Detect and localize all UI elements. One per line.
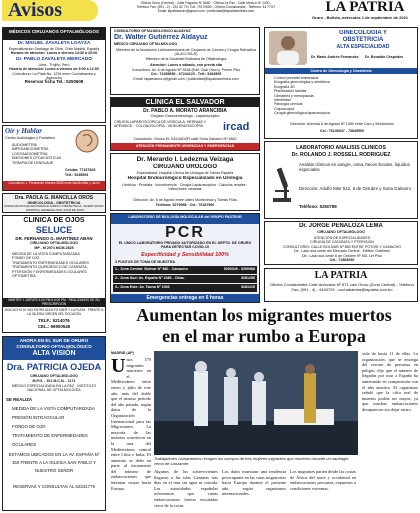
section-title: Avisos	[2, 0, 98, 21]
ad-title: Dra. PAOLA G. MANCILLA OROS	[14, 195, 94, 201]
brand: PCR	[165, 225, 205, 240]
list-item: • Ecografía ginecológica y obstétrica	[274, 80, 417, 84]
ad-body: Análisis clínicos en sangre, orina, heces fecales, líquidos especiales	[299, 162, 410, 173]
phone: Teléfono: 5279958 · Cel.: 76187960	[155, 203, 215, 207]
ad-gyn-obstetrics	[264, 27, 418, 139]
list-item: • TRATAMIENTO DE ENFERMEDADES OCULARES	[12, 431, 105, 448]
points-title: 3 PUNTOS DE TOMA DE MUESTRA	[115, 260, 176, 264]
title-line: AHORA EN EL SUR DE ORURO	[19, 338, 89, 343]
hours: Horario de atención: Lunes a viernes de 9:00 a 12:00	[9, 67, 99, 72]
microscope-icon	[269, 164, 295, 204]
ad-title: LABORATORIO ANÁLISIS CLÍNICOS	[296, 145, 386, 151]
ad-body	[114, 48, 258, 94]
doctor-name: Dr. ROLANDO J. ROSSELL RODRÍGUEZ	[291, 152, 391, 158]
list-item: • FONDO DE OJO	[12, 256, 103, 260]
sampling-point	[113, 275, 257, 283]
article-column: Los datos muestran una tendencia preocupante en las rutas migratorias hacia Europa durante el presente año, según organismos internacionales.	[222, 469, 286, 497]
doctor-name: Dr. MIGUEL ZAVALETA LOAYZA	[17, 41, 91, 46]
point-label: 3.- Zona Este: Av. Tacna Nº 1066	[115, 285, 170, 289]
ad-alta-vision	[2, 336, 106, 511]
brand: ircad	[223, 121, 250, 133]
doctor-spec: Especialidad: Hospital Clínica de Urología de Toledo España	[136, 171, 234, 175]
service-list	[5, 143, 71, 169]
centre-name: Centro de Ginecología y Obstetricia	[265, 68, 417, 74]
cell: Celular: 77197829	[65, 168, 96, 172]
ad-subtitle: Centro Audiológico y Foniátrico	[5, 136, 55, 140]
address: AYACUCHO Nº 453 ENTRE ADOLFO MIER Y LA PLATA · FRENTE A LA IGLESIA VIRGEN DEL SOCAVÓN	[4, 308, 104, 317]
ad-body: CIRUGÍA LAPAROSCÓPICA DE VESÍCULA, HERNIAS Y APÉNDICE · COLONOSCOPÍA · VIDEOENDOSCOPÍA	[114, 120, 207, 129]
doctor-reg: MP - M 2974 MCM-2825	[34, 246, 74, 250]
photo-caption: Trabajadores humanitarios recogen los cuerpos de tres mujeres migrantes que murieron durante un naufragio cerca de Lanzarote.	[154, 456, 349, 466]
ad-lab-analisis	[264, 141, 418, 219]
address: Consultorio: Av. 6 de Agosto Nº 5538 (Edif. Club Oruro). Primer Piso	[131, 67, 241, 72]
phone: TELF.: 5214076	[38, 318, 70, 323]
ad-header: CONSULTORIO OFTALMOLÓGICO ALDAYUZ	[114, 29, 191, 33]
email: Email: lapatriaoruro@gmail.com / publicidad@lapatriaenlinea.com	[133, 77, 239, 82]
hospital-name: Hospital Endourológico Especializado en Urología	[127, 176, 243, 181]
ad-clinica-salvador	[110, 97, 260, 151]
service-list	[267, 76, 417, 120]
article-headline	[110, 305, 418, 349]
emergency: ATENCIÓN PERMANENTE URGENCIAS Y EMERGENCIAS	[111, 143, 259, 150]
article-column: vida de hasta 11 de ellas. La organización, que se encarga del rescate de personas en peligro, dijo que el número de llegadas por mar a España ha aumentado en comparación con el año anterior. El organismo señaló que la cifra real de muertes podría ser mayor, ya que muchas embarcaciones desaparecen sin dejar rastro.	[362, 351, 418, 412]
article	[110, 305, 420, 513]
paragraph: nos 379 migrantes murieron en el Mediterráneo entre enero y julio de este año, más del doble que el mismo periodo del año pasado, según datos de la Organización Internacional para las Migraciones. La mayoría de las muertes ocurrieron en la ruta del Mediterráneo central entre Libia e Italia. El aumento se debe en parte al incremento del número de embarcaciones que intentan cruzar hacia Europa.	[111, 357, 151, 491]
list-item: • Infertilidad	[274, 98, 417, 102]
ad-body: ESPECIALISTA EN ECOGRAFÍA GINECO OBSTÉTRICA, INFERTILIDAD · HOSPITAL GENERAL SAN JUAN DE DIOS	[4, 205, 104, 212]
doctor-photo	[269, 31, 307, 65]
sampling-points	[113, 266, 257, 292]
title-line: ALTA ESPECIALIDAD	[336, 44, 390, 50]
ad-zavaleta	[2, 27, 106, 123]
doctor-role: Cirujano Gastroenterólogo - Laparoscópico	[150, 114, 220, 118]
doctor-name: Dr. Merardo I. Ledezma Veizaga	[136, 156, 234, 163]
phone: Reservar ficha Tel.: 5250608	[24, 79, 84, 85]
list-item: • TRATAMIENTO QUIRÚRGICO DE CATARATA, PTERIGIÓN Y ENFERMEDADES OCULARES	[12, 265, 103, 274]
address: Dirección: Avenida 6 de Agosto Nº 1080 entre Caro y Montecinos	[290, 122, 394, 126]
ad-title: MÉDICOS CIRUJANOS OFTALMÓLOGOS	[3, 28, 105, 40]
doctor-name: Dr. PABLO A. MORATO ARANCIBIA	[143, 108, 227, 114]
doctor-role: CIRUJANO OFTALMÓLOGO	[317, 230, 365, 234]
address: ESTAMOS UBICADOS EN LA AV. ESPAÑA Nº 150 FRENTE A LA IGLESIA SAN PABLO Y NUESTRO SEÑOR	[8, 452, 100, 473]
office-line: Oficina Oruro (Central) - Calle Pagador Nº 6660 · Oficina La Paz - Calle Mexico Nº 1430 -	[140, 1, 272, 5]
article-column: Los migrantes parten desde las costas de África del norte y occidental en embarcaciones precarias, expuestos a condiciones extremas.	[290, 469, 356, 491]
ad-title: Oír y Hablar	[5, 127, 42, 135]
phone: Cel.: 76136547 - 73849590	[320, 129, 364, 133]
list-item: • TERAPIA DE LENGUAJE	[12, 161, 71, 165]
hours: Horario de atención: Lunes a viernes 14:30 a 20:00	[10, 51, 98, 56]
ad-title: CLÍNICA DE OJOS	[23, 217, 85, 224]
doctor-name: Dr. PABLO ZAVALETA MERCADO	[16, 56, 92, 62]
ad-header: LABORATORIO DE BIOLOGÍA MOLECULAR del GRUPO PASTEUR	[111, 214, 259, 224]
hours: MARTES Y JUEVES 4:00 PM A 6:00 PM · REALIZAMOS DE SU PRESCRIPCIÓN	[3, 298, 105, 307]
list-item: • Ecografía 4D	[274, 85, 417, 89]
body-line: Dir.: Lado sud oeste del Mercado Central - Edificio Gutiérrez	[294, 249, 390, 254]
office-line: Teléfono Fax: (591 - 2) - 251 82 79 / Cel: 79170683 - Oficina Cochabamba - Teléfono: 44 770/7	[136, 5, 276, 10]
office-info	[102, 1, 310, 21]
slogan: Especificidad y Sensibilidad 100%	[141, 252, 229, 258]
body-line: CIRUGÍA DE CATARATA Y PTERIGIÓN	[310, 240, 374, 245]
list-item: • TRATAMIENTO ENFERMEDADES OCULARES	[12, 261, 103, 265]
address: Dirección: Adolfo Mier 512, 6 de Octubre y Soria Galvarro	[299, 186, 412, 191]
phone: Cel.: 71883050	[329, 258, 355, 263]
ad-penaloza	[264, 221, 418, 265]
title-line: OBSTETRICIA	[342, 37, 384, 43]
list-item: • Control prenatal embarazos	[274, 76, 417, 80]
doctor-role: CIRUJANO OFTALMÓLOGO	[30, 374, 78, 378]
sampling-point	[113, 266, 257, 274]
phone: Cel.: 72455656 - 67244120 - Telf.: 5284565	[150, 72, 222, 77]
ad-la-patria-cbba	[264, 268, 418, 302]
point-phone: 5281215	[241, 285, 255, 289]
doctor-spec: Lima - Trujillo, Perú	[38, 62, 70, 67]
list-item: • Patología cervical	[274, 102, 417, 106]
services-title: SE REALIZA	[6, 397, 33, 402]
phone: RESERVAS Y CONSULTAS AL 62341779	[13, 484, 95, 489]
list-item: • OPTOMETRÍA	[12, 274, 103, 278]
list-item: • Planificación familiar	[274, 89, 417, 93]
edition-date: Oruro - Bolivia, miércoles 1 de septiembre de 2021	[311, 15, 409, 20]
office-line: Email: lapatriaoruro@gmail.com / publicidad@lapatriaenlinea.com	[157, 9, 255, 14]
ad-body: EL ÚNICO LABORATORIO PRIVADO AUTORIZADO EN EL DEPTO. DE ORURO PARA DETECTAR COVID-19	[118, 241, 252, 250]
doctor-role: MÉDICO CIRUJANO OFTALMÓLOGO	[114, 42, 178, 46]
title-line: GINECOLOGÍA Y	[338, 30, 387, 36]
ad-body	[267, 236, 417, 264]
ad-subtitle: GINECOLOGÍA - OBSTETRICIA	[27, 201, 81, 205]
list-item: • Climaterio y menopausia	[274, 94, 417, 98]
doctor-name: Dr. Walter Gutiérrez Aldayuz	[114, 34, 208, 41]
ad-title	[3, 337, 105, 360]
doctor-spec: MÉDICO ESPECIALIZADA EN LA PAZ · INSTITUTO NACIONAL DE OFTALMOLOGÍA	[11, 384, 97, 393]
phone: Telf.: 5245993	[65, 173, 89, 177]
list-item: • PRESIÓN INTRAOCULAR	[12, 413, 105, 422]
doctor-spec: Especialización Santiago de Chile, Chile Madrid, España	[8, 47, 100, 51]
membership: Miembro de la Asociación Latinoamericana de Cirujanos de Córnea y Cirugía Refractiva (ALACCSA-R)	[115, 48, 257, 57]
doctor-name: Dr. Mario Andrés Fernández	[311, 55, 359, 59]
article-photo	[154, 351, 358, 455]
list-item: • IMPEDANCIOMETRÍA	[12, 147, 71, 151]
ad-body: Oficina Cochabamba Calle Antezana Nº 871 casi Oruro (Zona Central) - Teléfono Fax: (591 - 4) - 4490729 - cochabamba@lapatria.com.bo	[270, 282, 414, 292]
ad-mancilla	[2, 193, 106, 213]
membership: Miembro de la Sociedad Boliviana de Oftalmología	[145, 56, 227, 61]
ad-aldayuz	[110, 27, 260, 95]
list-item: • Cirugía ginecológica laparoscópica	[274, 111, 417, 115]
doctor-name: Dra. PATRICIA OJEDA	[6, 362, 102, 372]
article-column: Algunos de los sobrevivientes llegaron a las islas Canarias tras días en el mar sin agua ni comida. Las autoridades españolas informaron que varias embarcaciones fueron rescatadas cerca de la costa.	[154, 469, 218, 508]
list-item: • FONDO DE OJO	[12, 422, 105, 431]
address: Dirección: Av. 6 de Agosto entre calles Montecinos y Tomás Frías	[133, 198, 237, 202]
hours: Atención: Lunes a sábado, con previa cita	[150, 63, 222, 68]
list-item: • MEDIDA DE LA VISTA COMPUTARIZADA	[12, 404, 105, 413]
sampling-point	[113, 284, 257, 292]
title-line: CONSULTORIO OFTALMOLÓGICO	[16, 343, 92, 349]
ad-body: Litotricia · Próstata · Incontinencia · Cirugía Laparoscópica · Cálculos renales · Infecciones urinarias	[122, 183, 248, 192]
doctor-role: CIRUJANO OFTALMÓLOGO	[30, 241, 78, 245]
ear-icon	[73, 128, 101, 154]
ad-urology	[110, 153, 260, 211]
address: Consultorio 1. Presidente Montes 5858 entre Adolfo Mier y Junín	[3, 181, 105, 190]
doctor-reg: M.P.G. - 101 M.C.N. - 1171	[32, 379, 76, 383]
list-item: • LOGOAUDIOMETRÍA	[12, 152, 71, 156]
article-column	[111, 357, 151, 511]
brand: ALTA VISIÓN	[32, 350, 76, 357]
cell: CEL.: 69900548	[37, 324, 71, 329]
ad-footer: Emergencias entrega en 6 horas	[111, 294, 259, 302]
point-phone: 5250349 - 5250988	[223, 267, 255, 271]
hours: ATENCIÓN DE ESPECIALIDADES	[313, 236, 371, 240]
address: Consultorio: Clínica EL SALVADOR calle Soria Galvarro Nº 4840	[133, 137, 237, 141]
list-item: • Colposcopía	[274, 107, 417, 111]
list-item: • EMISIONES OTOACÚSTICAS	[12, 156, 71, 160]
ad-laboratory-pcr	[110, 213, 260, 303]
ad-seluce	[2, 215, 106, 333]
byline: MADRID (AP)	[111, 351, 134, 355]
service-list	[5, 404, 105, 448]
list-item: • MEDIDA DE LA VISTA COMPUTARIZADA	[12, 252, 103, 256]
point-label: 2.- Zona Sud: Av. España Nº 1080 - Cbba.	[115, 276, 185, 280]
point-phone: 5281255	[241, 276, 255, 280]
body-line: Dir.: Lado sud oeste 6 de Octubre Nº 601 1er Piso	[302, 253, 382, 258]
list-item: • AUDIOMETRÍA	[12, 143, 71, 147]
headline-line: en el mar rumbo a Europa	[162, 326, 366, 346]
doctor-name: DR. FERNANDO G. MARTÍNEZ ABÁN	[15, 236, 93, 241]
brand: SELUCE	[35, 225, 73, 235]
section-header	[0, 0, 420, 22]
ad-title: CLÍNICA EL SALVADOR	[111, 98, 259, 107]
phone: Teléfono: 5250789	[299, 204, 337, 209]
ad-body	[5, 41, 103, 123]
body-line: CONSULTORIO: CALLE BOLÍVAR Nº 880 ENTRE POTOSÍ Y CAMACHO	[283, 244, 401, 249]
dropcap: U	[111, 357, 126, 377]
headline-line: Aumentan los migrantes muertos	[136, 305, 392, 325]
ad-oir-hablar	[2, 125, 106, 191]
doctor-role: CIRUJANO URÓLOGO	[152, 164, 217, 170]
address: Consultorio: La Plata No. 1226 entre Cochabamba y Ayacucho	[12, 71, 96, 81]
ad-title: LA PATRIA	[314, 271, 368, 281]
ad-title	[311, 30, 415, 54]
doctor-name: Dr. Ronaldo Céspedes	[365, 55, 404, 59]
doctor-name: Dr. JORGE PEÑALOZA LEMA	[299, 223, 383, 229]
paper-name: LA PATRIA	[325, 0, 405, 14]
service-list	[5, 252, 103, 296]
point-label: 1.- Zona Central: Bolívar Nº 860 - Camacho	[115, 267, 188, 271]
